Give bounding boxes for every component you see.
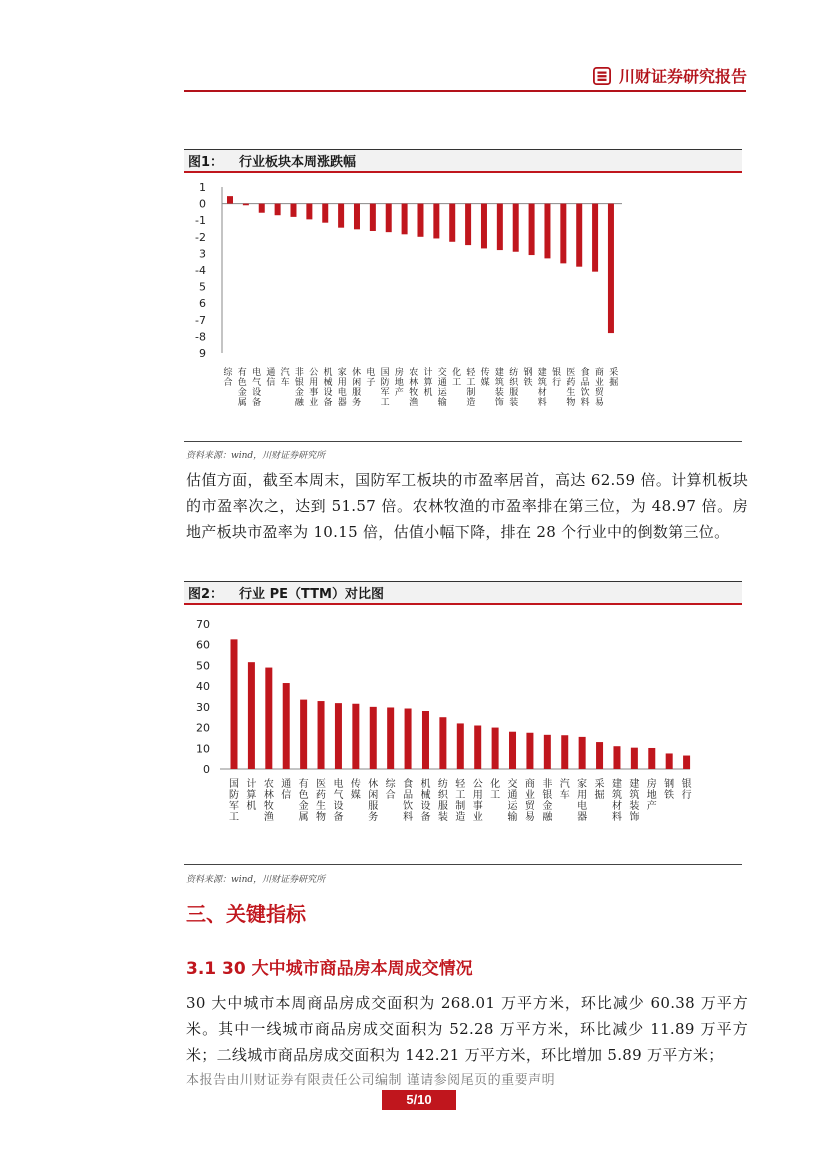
x-tick-label: 家用电器 bbox=[337, 368, 347, 408]
x-tick-label: 医药生物 bbox=[316, 779, 327, 823]
x-tick-label: 电子 bbox=[366, 368, 376, 388]
y-tick-label: 30 bbox=[196, 700, 210, 714]
x-tick-label: 纺织服装 bbox=[437, 779, 448, 823]
figure1-header bbox=[184, 149, 742, 173]
x-tick-label: 非银金融 bbox=[294, 368, 304, 408]
x-tick-label: 交通运输 bbox=[507, 779, 518, 823]
transaction-paragraph: 30 大中城市本周商品房成交面积为 268.01 万平方米，环比减少 60.38 万平方米。其中一线城市商品房成交面积为 52.28 万平方米，环比减少 11.89 万平方米；二线城市商品房成交面积为 142.21 万平方米，环比增加 5.89 万平方米； bbox=[186, 994, 748, 1064]
header-divider bbox=[184, 90, 746, 92]
y-tick-label: -1 bbox=[195, 214, 206, 228]
y-tick-label: -7 bbox=[195, 313, 206, 327]
bar bbox=[322, 204, 328, 223]
x-tick-label: 通信 bbox=[266, 368, 276, 388]
x-tick-label: 电气设备 bbox=[252, 368, 262, 408]
bar bbox=[259, 204, 265, 213]
x-tick-label: 房地产 bbox=[646, 779, 657, 812]
bar bbox=[449, 204, 455, 242]
y-tick-label: -2 bbox=[195, 230, 206, 244]
bar bbox=[386, 204, 392, 233]
bar bbox=[631, 748, 638, 769]
x-tick-label: 银行 bbox=[681, 779, 692, 801]
subsection-title: 3.1 30 大中城市商品房本周成交情况 bbox=[186, 959, 473, 979]
bar bbox=[481, 204, 487, 249]
bar bbox=[402, 204, 408, 235]
figure1-source: 资料来源：wind，川财证券研究所 bbox=[186, 451, 326, 461]
x-tick-label: 休闲服务 bbox=[352, 368, 362, 408]
bar bbox=[338, 204, 344, 228]
bar bbox=[560, 204, 566, 264]
y-tick-label: -8 bbox=[195, 330, 206, 344]
figure1-source-rule bbox=[184, 441, 742, 442]
y-tick-label: 10 bbox=[196, 742, 210, 756]
figure2-chart bbox=[184, 612, 742, 862]
figure2-source: 资料来源：wind，川财证券研究所 bbox=[186, 875, 326, 885]
x-tick-label: 交通运输 bbox=[437, 368, 447, 408]
x-tick-label: 综合 bbox=[385, 779, 396, 801]
x-tick-label: 国防军工 bbox=[380, 368, 390, 408]
x-tick-label: 汽车 bbox=[559, 779, 570, 801]
bar bbox=[370, 707, 377, 769]
bar bbox=[306, 204, 312, 220]
y-tick-label: 9 bbox=[199, 347, 206, 360]
x-tick-label: 商业贸易 bbox=[524, 779, 535, 823]
x-tick-label: 食品饮料 bbox=[403, 779, 414, 823]
y-tick-label: 70 bbox=[196, 618, 210, 631]
x-tick-label: 公用事业 bbox=[309, 368, 319, 408]
x-tick-label: 采掘 bbox=[594, 779, 605, 801]
x-tick-label: 食品饮料 bbox=[580, 368, 590, 408]
x-tick-label: 电气设备 bbox=[333, 779, 344, 823]
bar bbox=[352, 704, 359, 769]
x-tick-label: 房地产 bbox=[394, 368, 404, 398]
brand-logo-icon bbox=[593, 67, 611, 85]
y-tick-label: 5 bbox=[199, 280, 206, 294]
y-tick-label: 6 bbox=[199, 297, 206, 311]
y-tick-label: 20 bbox=[196, 721, 210, 735]
bar bbox=[457, 723, 464, 769]
bar bbox=[283, 683, 290, 769]
x-tick-label: 家用电器 bbox=[577, 779, 588, 823]
x-tick-label: 机械设备 bbox=[420, 779, 431, 823]
footer-disclaimer: 本报告由川财证券有限责任公司编制 谨请参阅尾页的重要声明 bbox=[186, 1073, 556, 1088]
x-tick-label: 化工 bbox=[490, 779, 501, 801]
bar bbox=[576, 204, 582, 267]
bar bbox=[422, 711, 429, 769]
bar bbox=[596, 742, 603, 769]
x-tick-label: 商业贸易 bbox=[594, 368, 604, 408]
report-header-brand bbox=[593, 64, 747, 87]
valuation-paragraph: 估值方面，截至本周末，国防军工板块的市盈率居首，高达 62.59 倍。计算机板块的市盈率次之，达到 51.57 倍。农林牧渔的市盈率排在第三位，为 48.97 倍。房地产板块市盈率为 10.15 倍，估值小幅下降，排在 28 个行业中的倒数第三位。 bbox=[186, 471, 748, 541]
x-tick-label: 建筑材料 bbox=[611, 779, 622, 823]
x-tick-label: 传媒 bbox=[350, 779, 361, 801]
bar bbox=[300, 700, 307, 769]
x-tick-label: 建筑装饰 bbox=[629, 779, 640, 823]
x-tick-label: 公用事业 bbox=[472, 779, 483, 823]
x-tick-label: 通信 bbox=[281, 779, 292, 801]
bar bbox=[265, 668, 272, 769]
bar bbox=[544, 735, 551, 769]
figure2-label: 图2： bbox=[188, 587, 224, 602]
x-tick-label: 建筑材料 bbox=[537, 368, 547, 408]
bar bbox=[231, 639, 238, 769]
bar bbox=[354, 204, 360, 230]
x-tick-label: 采掘 bbox=[609, 368, 619, 388]
x-tick-label: 计算机 bbox=[423, 368, 433, 398]
x-tick-label: 银行 bbox=[552, 368, 562, 388]
x-tick-label: 机械设备 bbox=[323, 368, 333, 408]
x-tick-label: 传媒 bbox=[480, 368, 490, 388]
bar bbox=[497, 204, 503, 250]
bar bbox=[439, 717, 446, 769]
bar bbox=[290, 204, 296, 217]
bar bbox=[529, 204, 535, 255]
bar bbox=[509, 732, 516, 769]
y-tick-label: 60 bbox=[196, 638, 210, 652]
x-tick-label: 钢铁 bbox=[523, 368, 533, 388]
x-tick-label: 计算机 bbox=[246, 779, 257, 812]
x-tick-label: 轻工制造 bbox=[466, 368, 476, 408]
x-tick-label: 有色金属 bbox=[237, 368, 247, 408]
figure2-header bbox=[184, 581, 742, 605]
bar bbox=[613, 746, 620, 769]
bar bbox=[579, 737, 586, 769]
figure2-title: 行业 PE（TTM）对比图 bbox=[239, 587, 384, 602]
y-tick-label: 0 bbox=[203, 763, 210, 776]
figure1-title: 行业板块本周涨跌幅 bbox=[239, 155, 357, 170]
bar bbox=[248, 662, 255, 769]
bar bbox=[592, 204, 598, 272]
y-tick-label: 50 bbox=[196, 659, 210, 673]
bar bbox=[648, 748, 655, 769]
bar bbox=[387, 707, 394, 769]
page-number: 5/10 bbox=[382, 1090, 456, 1110]
bar bbox=[492, 728, 499, 769]
brand-name: 川财证券研究报告 bbox=[618, 67, 747, 86]
x-tick-label: 医药生物 bbox=[566, 368, 576, 408]
x-tick-label: 国防军工 bbox=[229, 779, 239, 823]
bar bbox=[561, 735, 568, 769]
bar bbox=[474, 726, 481, 770]
bar bbox=[275, 204, 281, 216]
bar bbox=[243, 204, 249, 206]
figure2-source-rule bbox=[184, 864, 742, 865]
y-tick-label: 3 bbox=[199, 247, 206, 261]
x-tick-label: 有色金属 bbox=[298, 779, 309, 823]
bar bbox=[666, 753, 673, 769]
x-tick-label: 汽车 bbox=[280, 368, 290, 388]
x-tick-label: 综合 bbox=[223, 368, 233, 388]
figure1-label: 图1： bbox=[188, 155, 224, 170]
x-tick-label: 纺织服装 bbox=[509, 368, 519, 408]
x-tick-label: 建筑装饰 bbox=[494, 368, 504, 408]
x-tick-label: 钢铁 bbox=[664, 779, 675, 801]
bar bbox=[417, 204, 423, 237]
figure1-chart bbox=[184, 175, 742, 435]
x-tick-label: 农林牧渔 bbox=[263, 779, 274, 823]
x-tick-label: 化工 bbox=[452, 368, 462, 388]
bar bbox=[433, 204, 439, 239]
section-title: 三、关键指标 bbox=[186, 902, 306, 926]
y-tick-label: 40 bbox=[196, 680, 210, 694]
bar bbox=[405, 709, 412, 769]
bar bbox=[513, 204, 519, 252]
bar bbox=[608, 204, 614, 333]
y-tick-label: 1 bbox=[199, 181, 206, 194]
bar bbox=[465, 204, 471, 246]
bar bbox=[683, 756, 690, 769]
bar bbox=[335, 703, 342, 769]
bar bbox=[370, 204, 376, 231]
bar bbox=[544, 204, 550, 259]
bar bbox=[227, 196, 233, 203]
bar bbox=[318, 701, 325, 769]
x-tick-label: 非银金融 bbox=[542, 779, 553, 823]
bar bbox=[526, 733, 533, 769]
x-tick-label: 农林牧渔 bbox=[409, 368, 419, 408]
y-tick-label: -4 bbox=[195, 264, 206, 277]
x-tick-label: 轻工制造 bbox=[455, 779, 466, 823]
x-tick-label: 休闲服务 bbox=[368, 779, 379, 823]
y-tick-label: 0 bbox=[199, 197, 206, 211]
